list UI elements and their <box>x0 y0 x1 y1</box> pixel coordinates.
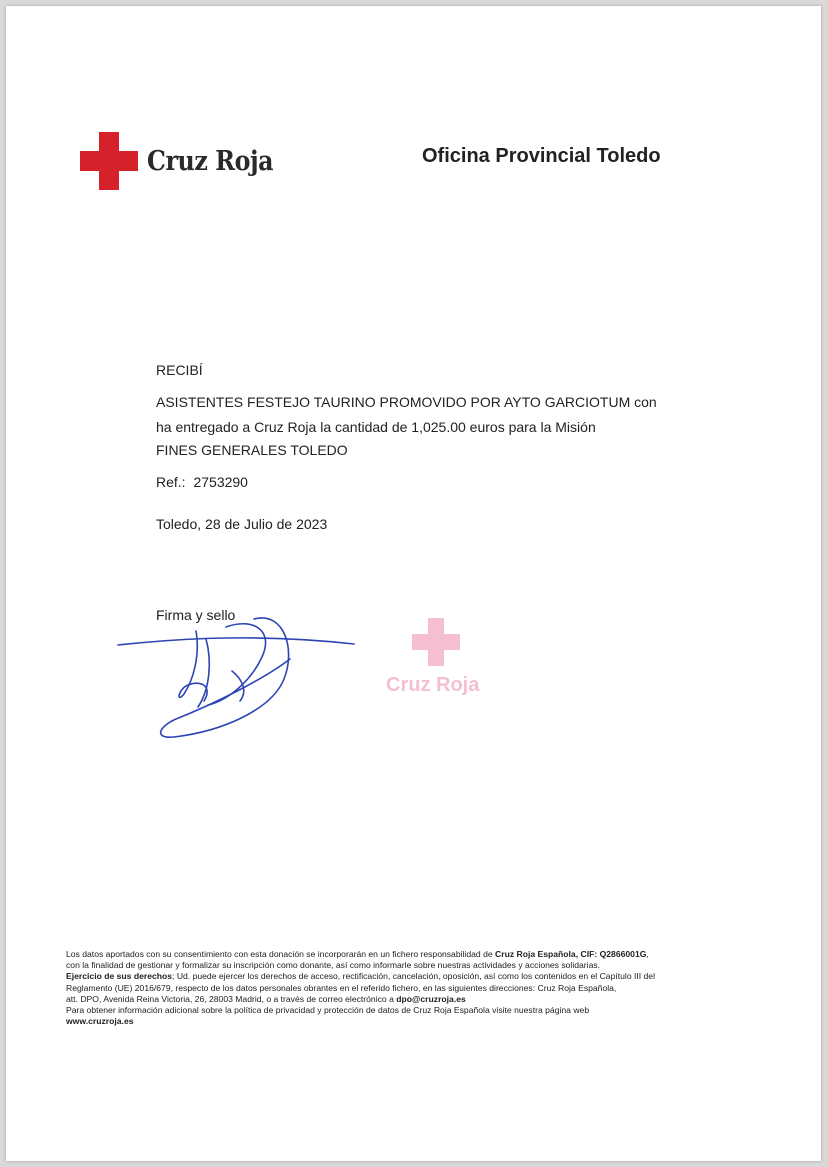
logo-text: Cruz Roja <box>147 145 274 177</box>
reference-label: Ref.: <box>156 474 186 490</box>
footer-line-7 <box>66 1016 776 1027</box>
receipt-date: Toledo, 28 de Julio de 2023 <box>156 516 328 532</box>
footer-text: Los datos aportados con su consentimiento con esta donación se incorporarán en un fichero responsabilidad de <box>66 949 496 959</box>
footer-website: www.cruzroja.es <box>66 1016 134 1027</box>
footer-line-1 <box>66 949 776 960</box>
cruz-roja-logo <box>80 132 290 190</box>
footer-line-2: con la finalidad de gestionar y formalizar su inscripción como donante, así como informarle sobre nuestras actividades y acciones solidarias. <box>66 960 601 971</box>
footer-line-4: Reglamento (UE) 2016/679, respecto de los datos personales obrantes en el referido fichero, en las siguientes direcciones: Cruz Roja Española, <box>66 982 617 993</box>
footer-line-6: Para obtener información adicional sobre la política de privacidad y protección de datos de Cruz Roja Española visite nuestra página web <box>66 1005 590 1016</box>
footer-bold-text: Cruz Roja Española, CIF: Q2866001G <box>495 949 647 959</box>
footer-text: att. DPO, Avenida Reina Victoria, 26, 28003 Madrid, o a través de correo electrónico a <box>66 993 397 1004</box>
footer-text: ; Ud. puede ejercer los derechos de acceso, rectificación, cancelación, oposición, así como los contenidos en el Capítulo III del <box>172 971 656 982</box>
footer-line-3 <box>66 971 776 982</box>
handwritten-signature <box>114 609 364 744</box>
receipt-line-3: FINES GENERALES TOLEDO <box>156 442 348 458</box>
receipt-line-2: ha entregado a Cruz Roja la cantidad de 1,025.00 euros para la Misión <box>156 419 596 435</box>
footer-text: , <box>646 949 649 959</box>
privacy-footer <box>66 949 776 1027</box>
office-title: Oficina Provincial Toledo <box>422 145 661 167</box>
document-page <box>6 6 821 1161</box>
receipt-line-1: ASISTENTES FESTEJO TAURINO PROMOVIDO POR AYTO GARCIOTUM con <box>156 394 657 410</box>
stamp-text: Cruz Roja <box>386 674 480 696</box>
cruz-roja-stamp <box>382 618 492 708</box>
footer-line-5 <box>66 994 776 1005</box>
stamp-cross-icon <box>412 618 460 666</box>
reference-value: 2753290 <box>193 474 248 490</box>
red-cross-icon <box>80 132 138 190</box>
footer-bold-text: Ejercicio de sus derechos <box>66 971 173 982</box>
reference <box>156 474 248 490</box>
footer-email: dpo@cruzroja.es <box>396 993 466 1004</box>
receipt-title: RECIBÍ <box>156 362 203 378</box>
signature-label: Firma y sello <box>156 607 236 623</box>
